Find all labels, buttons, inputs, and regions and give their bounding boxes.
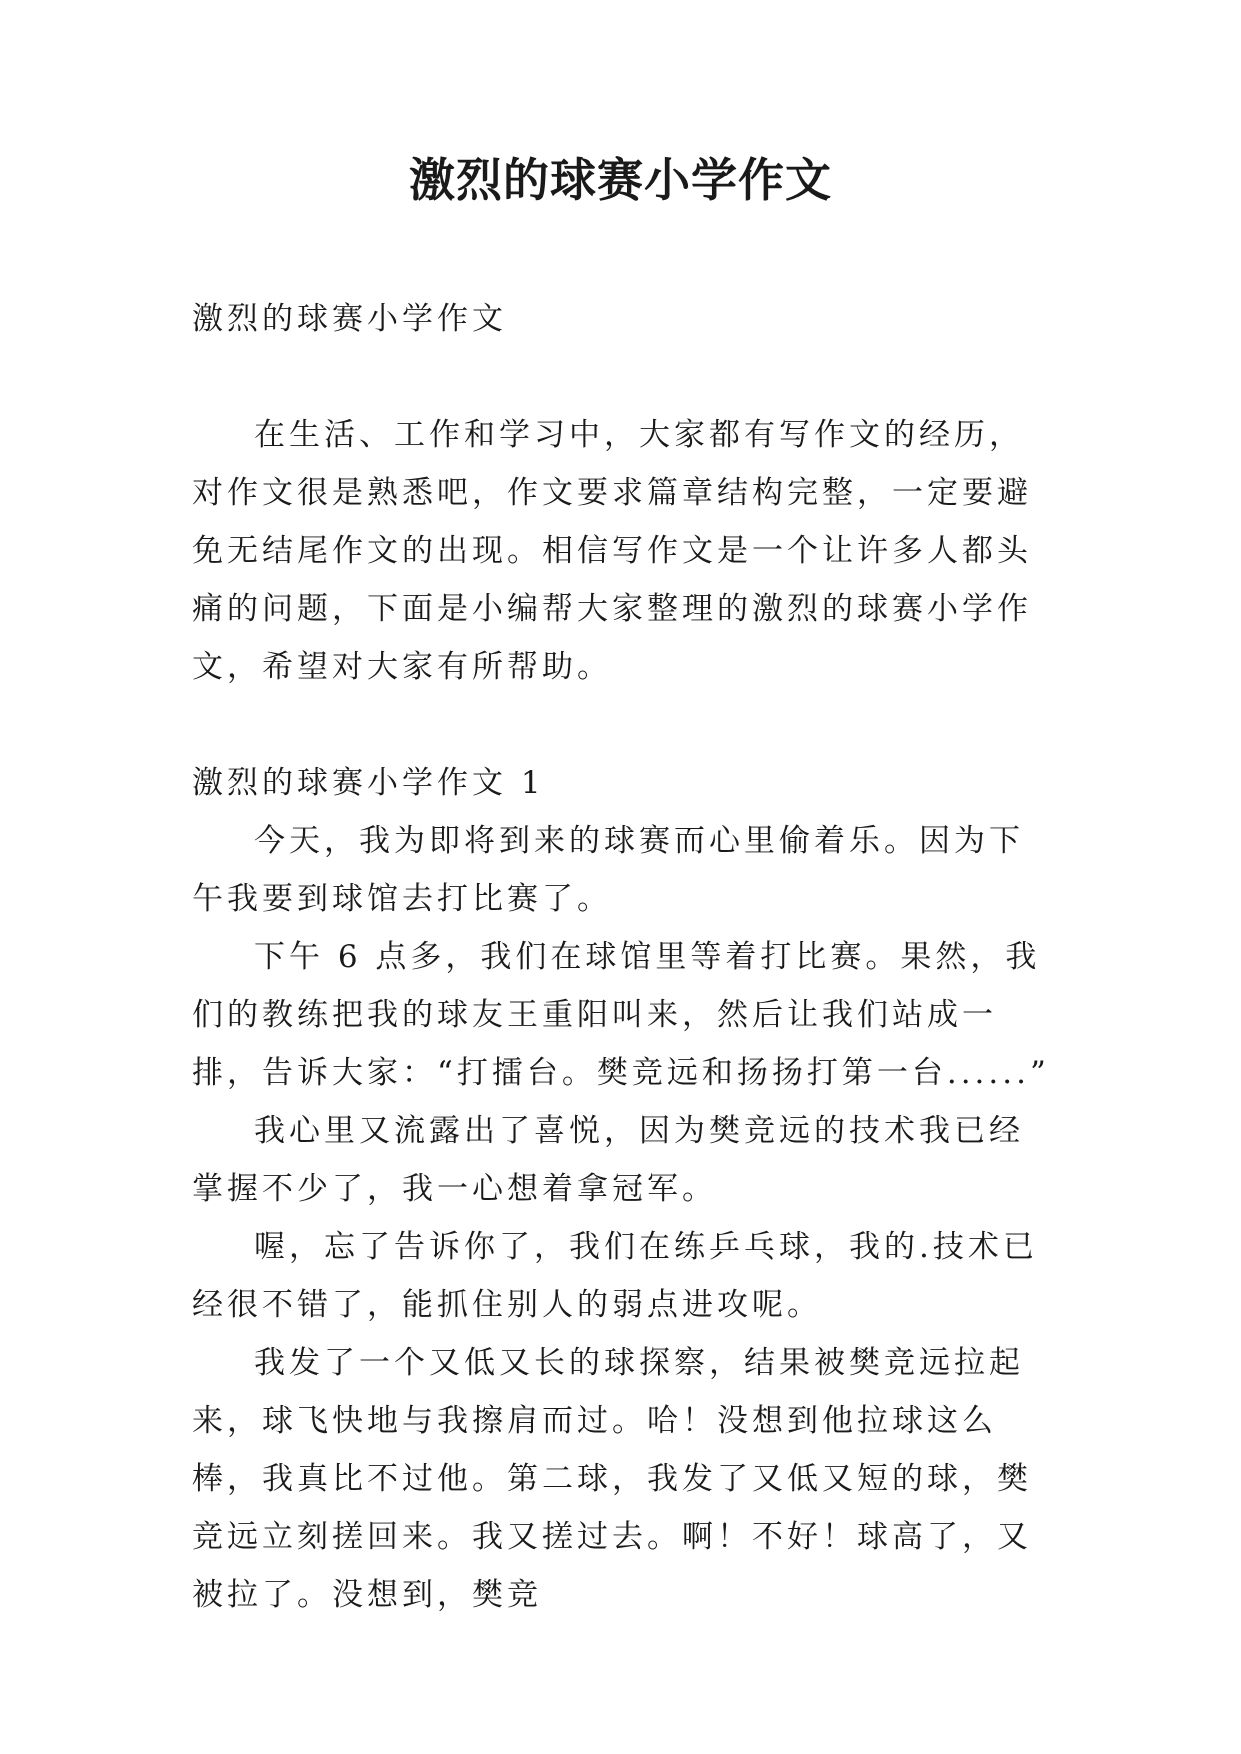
document-subtitle: 激烈的球赛小学作文 [192, 301, 507, 337]
body-paragraph: 喔，忘了告诉你了，我们在练乒乓球，我的.技术已经很不错了，能抓住别人的弱点进攻呢。 [192, 1229, 1038, 1323]
body-paragraph: 我心里又流露出了喜悦，因为樊竞远的技术我已经掌握不少了，我一心想着拿冠军。 [192, 1113, 1024, 1207]
section-heading: 激烈的球赛小学作文 1 [192, 765, 545, 801]
intro-paragraph: 在生活、工作和学习中，大家都有写作文的经历，对作文很是熟悉吧，作文要求篇章结构完整，一定要避免无结尾作文的出现。相信写作文是一个让许多人都头痛的问题，下面是小编帮大家整理的激烈的球赛小学作文，希望对大家有所帮助。 [192, 417, 1032, 685]
body-paragraph: 我发了一个又低又长的球探察，结果被樊竞远拉起来，球飞快地与我擦肩而过。哈！没想到他拉球这么棒，我真比不过他。第二球，我发了又低又短的球，樊竞远立刻搓回来。我又搓过去。啊！不好！球高了，又被拉了。没想到，樊竞 [192, 1345, 1032, 1613]
body-paragraph: 下午 6 点多，我们在球馆里等着打比赛。果然，我们的教练把我的球友王重阳叫来，然后让我们站成一排，告诉大家：“打擂台。樊竞远和扬扬打第一台......” [192, 939, 1050, 1091]
body-paragraph: 今天，我为即将到来的球赛而心里偷着乐。因为下午我要到球馆去打比赛了。 [192, 823, 1024, 917]
document-title: 激烈的球赛小学作文 [409, 153, 832, 207]
document-body [192, 290, 1058, 1624]
